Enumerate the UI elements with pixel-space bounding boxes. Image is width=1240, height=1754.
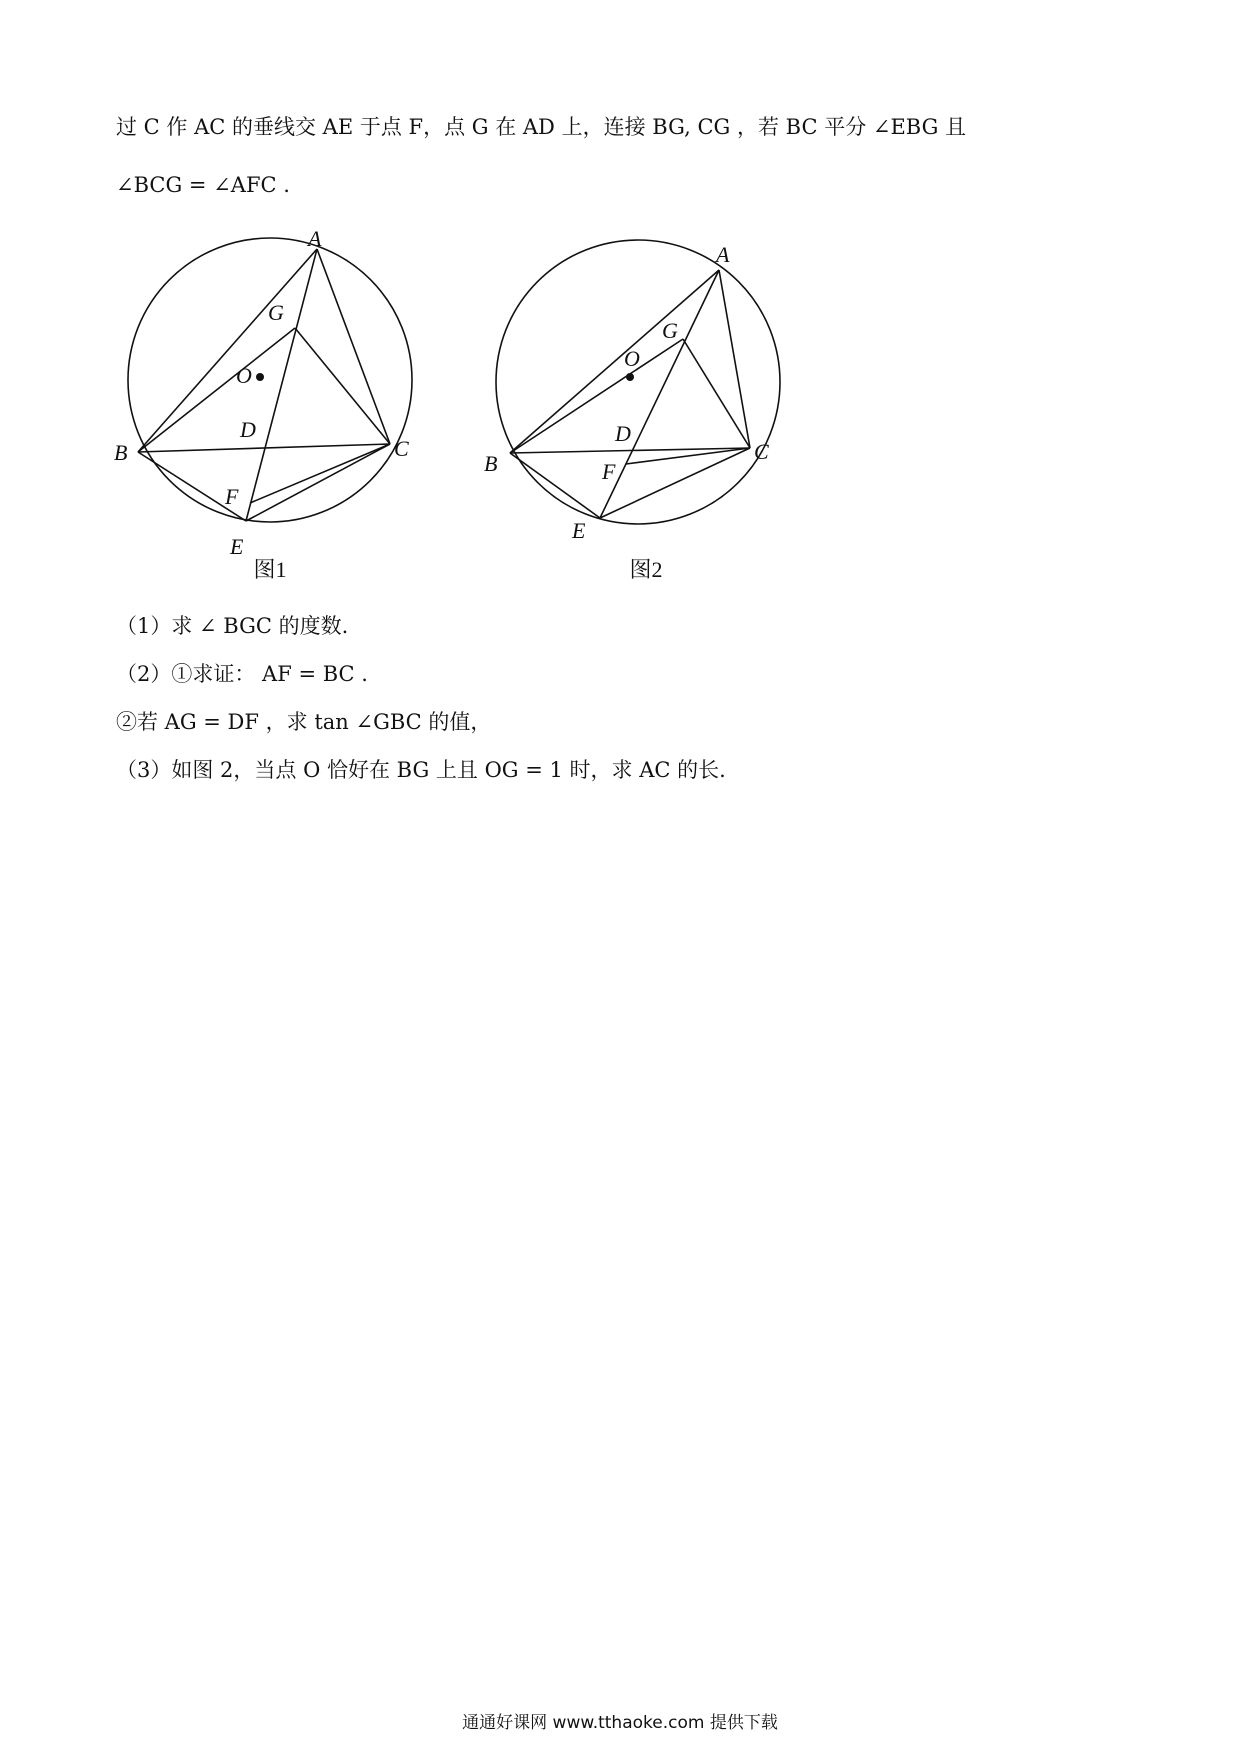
label-a: A xyxy=(716,242,730,267)
segment-ae xyxy=(600,270,719,518)
footer: 通通好课网 www.tthaoke.com 提供下载 xyxy=(462,1713,778,1733)
label-o: O xyxy=(624,346,640,371)
label-o: O xyxy=(236,363,252,388)
segment-ec xyxy=(600,448,750,518)
figure-1 xyxy=(110,220,430,580)
label-c: C xyxy=(394,436,409,461)
label-f: F xyxy=(602,459,616,484)
intro-line-2: ∠BCG = ∠AFC . xyxy=(116,173,290,197)
segment-bg xyxy=(510,339,683,453)
circle xyxy=(128,238,412,522)
question-3: （3）如图 2，当点 O 恰好在 BG 上且 OG = 1 时，求 AC 的长. xyxy=(116,758,726,782)
label-b: B xyxy=(484,451,498,476)
figure-1-caption: 图1 xyxy=(253,557,287,582)
label-g: G xyxy=(268,300,284,325)
label-g: G xyxy=(662,318,678,343)
question-2-part-1: （2）①求证： AF = BC . xyxy=(116,662,368,686)
question-1: （1）求 ∠ BGC 的度数. xyxy=(116,614,349,638)
segment-be xyxy=(510,453,600,518)
segment-bg xyxy=(138,328,295,452)
label-b: B xyxy=(114,440,128,465)
center-point xyxy=(626,373,634,381)
label-d: D xyxy=(615,421,631,446)
circle xyxy=(496,240,780,524)
segment-ac xyxy=(317,249,390,444)
question-2-part-2: ②若 AG = DF ，求 tan ∠GBC 的值， xyxy=(116,710,492,734)
label-f: F xyxy=(225,484,239,509)
label-c: C xyxy=(754,439,769,464)
figure-2 xyxy=(478,220,798,580)
segment-fc xyxy=(250,444,390,503)
center-point xyxy=(256,373,264,381)
figure-2-diagram xyxy=(478,220,798,580)
label-e: E xyxy=(230,534,244,559)
label-a: A xyxy=(308,226,322,251)
label-d: D xyxy=(240,417,256,442)
figure-2-caption: 图2 xyxy=(629,557,663,582)
figure-1-diagram xyxy=(110,220,430,580)
segment-gc xyxy=(295,328,390,444)
label-e: E xyxy=(572,518,586,543)
intro-line-1: 过 C 作 AC 的垂线交 AE 于点 F，点 G 在 AD 上，连接 BG, CG ，若 BC 平分 ∠EBG 且 xyxy=(116,115,967,139)
